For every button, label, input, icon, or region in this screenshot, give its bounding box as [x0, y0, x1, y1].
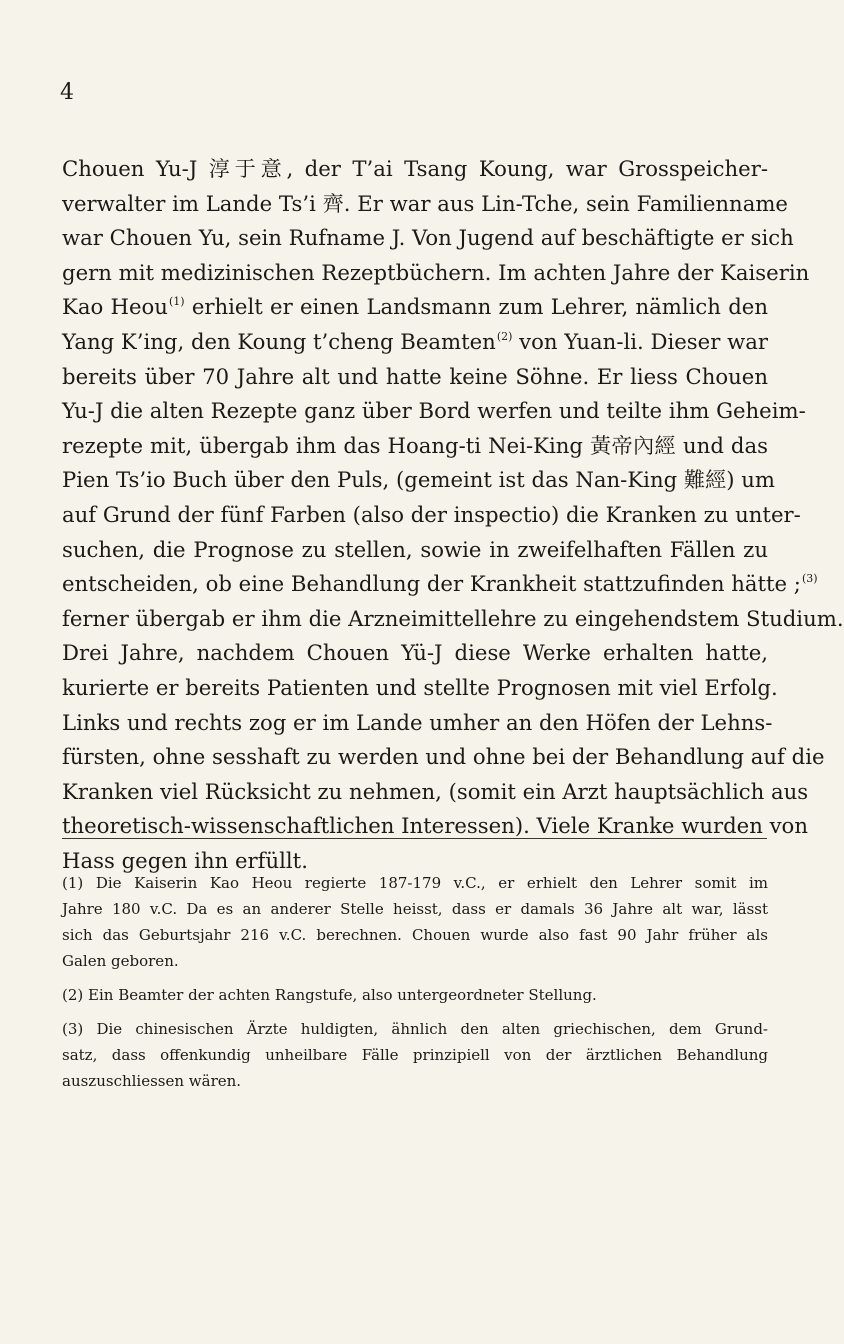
body-line: [62, 671, 778, 706]
footnote-line: (2) Ein Beamter der achten Rangstufe, also untergeordneter Stellung.: [62, 986, 597, 1004]
body-line: [62, 394, 806, 429]
body-line-text: Kao Heou: [62, 294, 168, 320]
body-line-text: Links und rechts zog er im Lande umher an den Höfen der Lehns-: [62, 709, 773, 735]
body-line-text: fürsten, ohne sesshaft zu werden und ohne bei der Behandlung auf die: [62, 744, 825, 770]
body-line-text: kurierte er bereits Patienten und stellte Prognosen mit viel Erfolg.: [62, 674, 778, 700]
body-line-text: Drei Jahre, nachdem Chouen Yü-J diese Werke erhalten hatte,: [62, 640, 768, 666]
footnotes: [62, 870, 768, 1102]
body-line: [62, 602, 844, 637]
page-number: 4: [60, 80, 74, 105]
body-line: [62, 498, 801, 533]
body-line-text: war Chouen Yu, sein Rufname J. Von Jugend auf beschäftigte er sich: [62, 225, 794, 251]
body-line: [62, 187, 788, 222]
footnote: [62, 870, 768, 974]
body-line: [62, 256, 810, 291]
body-line-text: Yang K’ing, den Koung t’cheng Beamten: [62, 328, 496, 354]
body-line-text: Yu-J die alten Rezepte ganz über Bord werfen und teilte ihm Geheim-: [62, 398, 806, 424]
body-line: [62, 152, 768, 187]
body-paragraph: [62, 152, 844, 878]
body-line-text: gern mit medizinischen Rezeptbüchern. Im achten Jahre der Kaiserin: [62, 259, 810, 285]
footnote: [62, 1016, 768, 1094]
body-line: [62, 706, 773, 741]
body-line-text: Kranken viel Rücksicht zu nehmen, (somit ein Arzt hauptsächlich aus: [62, 778, 809, 804]
body-line-text: bereits über 70 Jahre alt und hatte keine Söhne. Er liess Chouen: [62, 363, 768, 389]
body-line-text: suchen, die Prognose zu stellen, sowie in zweifelhaften Fällen zu: [62, 536, 768, 562]
body-line: [62, 221, 794, 256]
footnote-line: (1) Die Kaiserin Kao Heou regierte 187-179 v.C., er erhielt den Lehrer somit im: [62, 874, 768, 892]
footnote-line: Jahre 180 v.C. Da es an anderer Stelle heisst, dass er damals 36 Jahre alt war, lässt: [62, 900, 768, 918]
footnote-marker: (2): [496, 329, 513, 343]
footnote-marker: (1): [168, 295, 185, 309]
body-line-text: ferner übergab er ihm die Arzneimittellehre zu eingehendstem Studium.: [62, 605, 844, 631]
body-line-text: verwalter im Lande Ts’i 齊. Er war aus Lin-Tche, sein Familienname: [62, 190, 788, 216]
body-line: [62, 567, 818, 602]
body-line: [62, 325, 768, 360]
footnote-marker: (3): [801, 572, 818, 586]
body-line-text: Pien Ts’io Buch über den Puls, (gemeint ist das Nan-King 難經) um: [62, 467, 775, 493]
body-line-text-continued: von Yuan-li. Dieser war: [512, 328, 768, 354]
footnote-line: sich das Geburtsjahr 216 v.C. berechnen. Chouen wurde also fast 90 Jahr früher als: [62, 926, 768, 944]
body-line: [62, 636, 768, 671]
footnote: [62, 982, 768, 1008]
footnote-line: auszuschliessen wären.: [62, 1072, 242, 1090]
footnote-line: satz, dass offenkundig unheilbare Fälle prinzipiell von der ärztlichen Behandlung: [62, 1046, 768, 1064]
body-line: [62, 463, 775, 498]
body-line-text-continued: erhielt er einen Landsmann zum Lehrer, nämlich den: [184, 294, 768, 320]
body-line: [62, 429, 768, 464]
body-line-text: auf Grund der fünf Farben (also der inspectio) die Kranken zu unter-: [62, 501, 801, 527]
footnote-line: Galen geboren.: [62, 952, 179, 970]
body-line-text: Chouen Yu-J 淳于意, der T’ai Tsang Koung, war Grosspeicher-: [62, 156, 768, 181]
body-line: [62, 775, 809, 810]
body-line: [62, 290, 768, 325]
body-line-text: Hass gegen ihn erfüllt.: [62, 847, 308, 873]
body-line: [62, 360, 768, 395]
body-line-text: entscheiden, ob eine Behandlung der Krankheit stattzufinden hätte ;: [62, 571, 801, 597]
footnote-divider: [62, 838, 767, 839]
body-line: [62, 533, 768, 568]
footnote-line: (3) Die chinesischen Ärzte huldigten, ähnlich den alten griechischen, dem Grund-: [62, 1020, 768, 1038]
body-line: [62, 740, 825, 775]
body-line-text: rezepte mit, übergab ihm das Hoang-ti Nei-King 黃帝內經 und das: [62, 432, 768, 458]
body-line-text: theoretisch-wissenschaftlichen Interessen). Viele Kranke wurden von: [62, 813, 808, 839]
